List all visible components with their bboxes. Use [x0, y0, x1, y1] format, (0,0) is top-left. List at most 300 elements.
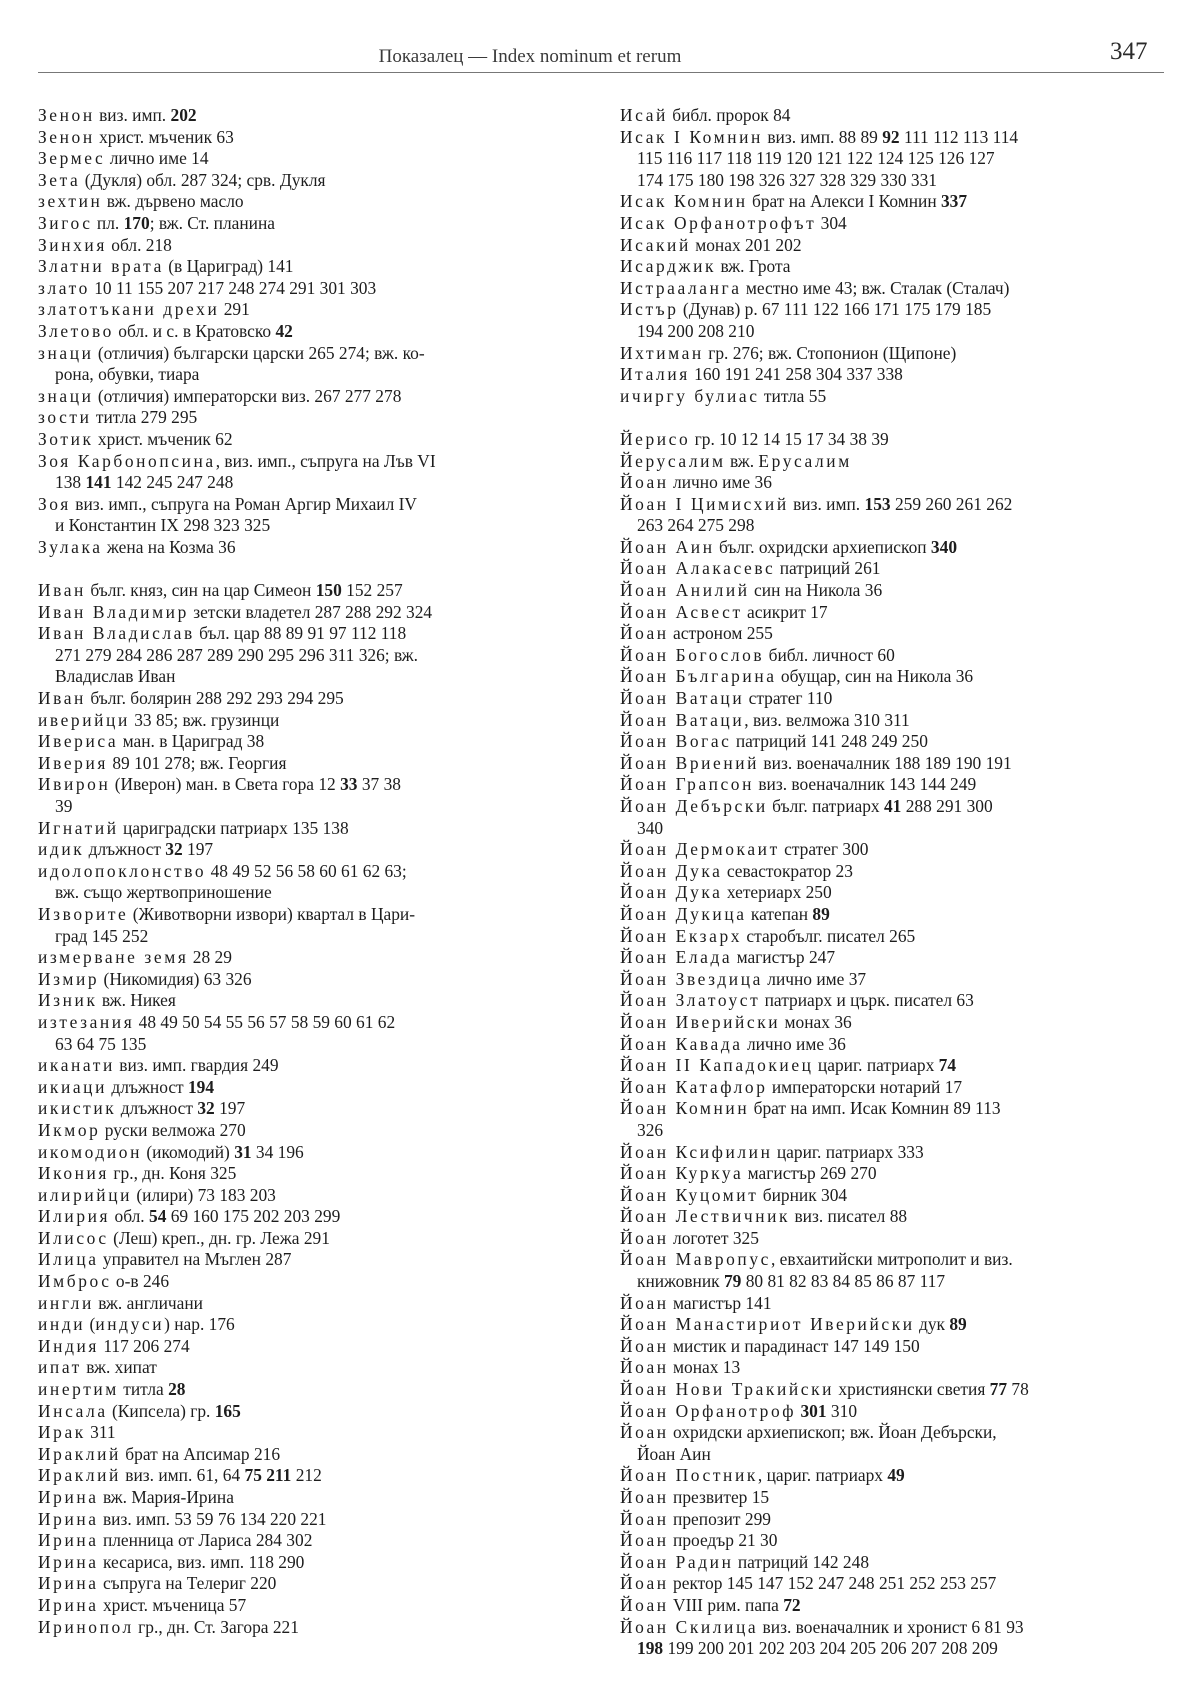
- entry-text: обл. 218: [106, 234, 172, 255]
- main-reference-number: 141: [85, 472, 112, 493]
- main-reference-number: 198: [637, 1638, 664, 1659]
- entry-headword: Йоан Кавада: [620, 1033, 743, 1054]
- entry-text: патриций 141 248 249 250: [731, 731, 928, 752]
- entry-headword: Изник: [38, 990, 98, 1011]
- entry-text: 138: [55, 472, 86, 493]
- entry-text: астроном 255: [668, 623, 773, 644]
- entry-headword: Зигос: [38, 212, 93, 233]
- entry-headword: Икония: [38, 1163, 110, 1184]
- index-entry: [620, 1055, 1200, 1077]
- entry-line: [38, 774, 618, 796]
- index-entry: [620, 580, 1200, 602]
- index-entry: [620, 990, 1200, 1012]
- index-entry: [38, 537, 618, 559]
- entry-headword: Ирина: [38, 1594, 99, 1615]
- main-reference-number: 33: [340, 774, 358, 795]
- entry-headword: Илирия: [38, 1206, 111, 1227]
- entry-continuation-line: [620, 1444, 1200, 1466]
- entry-line: [620, 1249, 1200, 1271]
- entry-headword: Злетово: [38, 320, 114, 341]
- entry-text: 194 200 208 210: [637, 320, 755, 341]
- entry-headword: знаци: [38, 342, 94, 363]
- main-reference-number: 150: [315, 580, 342, 601]
- entry-line: [620, 1422, 1200, 1444]
- entry-headword: идик: [38, 839, 85, 860]
- entry-headword: Исакий: [620, 234, 691, 255]
- entry-text: виз. имп.: [788, 493, 865, 514]
- entry-line: [38, 407, 618, 429]
- entry-headword: Йоан Грапсон: [620, 774, 754, 795]
- entry-line: [38, 947, 618, 969]
- index-entry: [620, 1098, 1200, 1141]
- main-reference-number: 74: [938, 1055, 957, 1076]
- index-entry: [620, 278, 1200, 300]
- entry-line: [38, 105, 618, 127]
- main-reference-number: 202: [170, 105, 197, 125]
- entry-line: [620, 882, 1200, 904]
- index-column-right: [620, 105, 1200, 1660]
- entry-headword: Исак Комнин: [620, 191, 748, 212]
- entry-headword: Италия: [620, 364, 690, 385]
- entry-headword: икомодион: [38, 1141, 142, 1162]
- entry-line: [38, 1444, 618, 1466]
- entry-line: [38, 451, 618, 473]
- entry-line: [620, 299, 1200, 321]
- entry-line: [38, 1163, 618, 1185]
- entry-text: 199 200 201 202 203 204 205 206 207 208 209: [663, 1638, 998, 1659]
- entry-line: [38, 969, 618, 991]
- entry-headword: Ирина: [38, 1487, 99, 1507]
- entry-line: [620, 1314, 1200, 1336]
- entry-line: [38, 1487, 618, 1509]
- entry-text: препозит 299: [668, 1508, 771, 1529]
- entry-line: [620, 1379, 1200, 1401]
- entry-line: [620, 472, 1200, 494]
- entry-text: 288 291 300: [901, 796, 993, 816]
- entry-line: [38, 731, 618, 753]
- entry-text: ; вж. Ст. планина: [149, 212, 276, 233]
- entry-text: виз. военачалник 188 189 190 191: [759, 752, 1012, 773]
- entry-text: жена на Козма 36: [102, 536, 236, 557]
- entry-line: [38, 127, 618, 149]
- entry-line: [38, 1530, 618, 1552]
- entry-text: гр., дн. Ст. Загора 221: [133, 1616, 299, 1637]
- main-reference-number: 41: [883, 796, 902, 816]
- entry-line: [38, 1379, 618, 1401]
- entry-text: севастократор 23: [722, 860, 853, 881]
- entry-text: длъжност: [116, 1098, 198, 1119]
- entry-line: [620, 1206, 1200, 1228]
- entry-line: [38, 256, 618, 278]
- entry-line: [38, 299, 618, 321]
- index-entry: [620, 796, 1200, 839]
- entry-text: обл. и с. в Кратовско: [113, 320, 276, 341]
- entry-line: [38, 753, 618, 775]
- entry-text: о-в 246: [111, 1271, 170, 1292]
- index-entry: [620, 1185, 1200, 1207]
- entry-text: лично име 36: [742, 1033, 846, 1054]
- index-entry: [38, 278, 618, 300]
- entry-line: [620, 537, 1200, 559]
- entry-text: цариг. патриарх 333: [772, 1141, 924, 1162]
- main-reference-number: 79: [723, 1271, 742, 1292]
- index-entry: [620, 213, 1200, 235]
- entry-headword: златотъкани дрехи: [38, 299, 220, 320]
- entry-line: [38, 386, 618, 408]
- entry-headword: ипат: [38, 1357, 82, 1378]
- entry-text: виз. военачалник 143 144 249: [754, 774, 977, 795]
- entry-headword: Йоан Дука: [620, 860, 723, 881]
- index-entry: [620, 839, 1200, 861]
- index-entry: [38, 1163, 618, 1185]
- entry-line: [620, 666, 1200, 688]
- entry-headword: Йерусалим: [620, 450, 726, 471]
- index-entry: [38, 1530, 618, 1552]
- entry-line: [620, 105, 1200, 127]
- entry-text: логотет 325: [668, 1227, 759, 1248]
- main-reference-number: 72: [783, 1594, 801, 1615]
- entry-headword: идолопоклонство: [38, 860, 207, 881]
- page-number: 347: [1110, 38, 1148, 65]
- entry-text: 39: [55, 796, 73, 816]
- entry-line: [620, 796, 1200, 818]
- entry-text: хетериарх 250: [722, 882, 832, 903]
- index-entry: [38, 969, 618, 991]
- index-entry: [620, 710, 1200, 732]
- entry-text: христ. мъченик 63: [94, 126, 234, 147]
- entry-text: 89 101 278; вж. Георгия: [108, 752, 287, 773]
- entry-headword: Иван Владислав: [38, 623, 195, 644]
- entry-headword: икистик: [38, 1098, 117, 1119]
- entry-headword: изтезания: [38, 1011, 135, 1032]
- entry-text: библ. пророк 84: [667, 105, 791, 125]
- entry-line: [38, 1206, 618, 1228]
- entry-text: виз. имп. 88 89: [762, 126, 883, 147]
- entry-text: виз. военачалник и хронист 6 81 93: [758, 1616, 1024, 1637]
- entry-text: библ. личност 60: [764, 644, 895, 665]
- entry-headword: Йоан Екзарх: [620, 925, 743, 946]
- entry-headword: Йоан Иверийски: [620, 1011, 781, 1032]
- entry-headword: ингли: [38, 1292, 94, 1313]
- entry-text: бълг. охридски архиепископ: [714, 536, 931, 557]
- main-reference-number: 42: [275, 320, 293, 341]
- entry-text: местно име 43; вж. Сталак (Сталач): [741, 277, 1010, 298]
- entry-text: 212: [291, 1465, 322, 1486]
- entry-continuation-line: [620, 818, 1200, 840]
- entry-continuation-line: [620, 321, 1200, 343]
- entry-line: [38, 710, 618, 732]
- entry-line: [620, 861, 1200, 883]
- entry-line: [620, 753, 1200, 775]
- entry-text: 311: [85, 1422, 116, 1443]
- entry-text: христ. мъченица 57: [98, 1594, 247, 1615]
- index-entry: [38, 494, 618, 537]
- index-entry: [620, 602, 1200, 624]
- entry-headword: Йоан Аин: [620, 536, 715, 557]
- entry-text: стратег 110: [744, 688, 833, 709]
- entry-line: [38, 688, 618, 710]
- entry-headword: Ирина: [38, 1508, 99, 1529]
- entry-headword: Илица: [38, 1249, 99, 1270]
- entry-line: [620, 1336, 1200, 1358]
- entry-continuation-line: [38, 1034, 618, 1056]
- main-reference-number: 77: [989, 1379, 1008, 1400]
- entry-text: 28 29: [188, 947, 232, 968]
- entry-text: 10 11 155 207 217 248 274 291 301 303: [89, 277, 377, 298]
- index-entry: [38, 1314, 618, 1336]
- entry-text: 310: [826, 1400, 858, 1421]
- index-entry: [38, 1509, 618, 1531]
- index-entry: [620, 537, 1200, 559]
- index-entry: [620, 299, 1200, 342]
- entry-headword: Йоан Ватаци: [620, 709, 745, 730]
- entry-line: [620, 191, 1200, 213]
- entry-line: [38, 990, 618, 1012]
- entry-headword: Икмор: [38, 1119, 101, 1140]
- entry-line: [38, 1142, 618, 1164]
- entry-headword: Исак I Комнин: [620, 126, 763, 147]
- entry-headword: Зенон: [38, 105, 95, 125]
- entry-text: вж. Никея: [97, 990, 176, 1011]
- index-entry: [620, 1336, 1200, 1358]
- entry-headword: Истрааланга: [620, 277, 742, 298]
- entry-headword: Йоан: [620, 623, 669, 644]
- entry-text: (отличия) български царски 265 274; вж. ко-: [93, 342, 425, 363]
- main-reference-number: 54: [149, 1206, 167, 1227]
- entry-headword: Йоан: [620, 1530, 669, 1551]
- entry-line: [620, 645, 1200, 667]
- entry-line: [620, 710, 1200, 732]
- index-entry: [620, 1530, 1200, 1552]
- entry-headword: ичиргу булиас: [620, 385, 760, 406]
- index-entry: [620, 558, 1200, 580]
- entry-continuation-line: [38, 472, 618, 494]
- entry-line: [38, 213, 618, 235]
- entry-text: (Дунав) р. 67 111 122 166 171 175 179 185: [678, 299, 992, 320]
- index-entry: [38, 235, 618, 257]
- entry-headword: Ирина: [38, 1551, 99, 1572]
- entry-text: виз. имп. гвардия 249: [114, 1055, 279, 1076]
- entry-line: [38, 235, 618, 257]
- main-reference-number: 75 211: [244, 1465, 292, 1486]
- entry-headword: Ивирон: [38, 774, 111, 795]
- index-entry: [38, 1142, 618, 1164]
- index-entry: [620, 1465, 1200, 1487]
- entry-headword: Зинхия: [38, 234, 107, 255]
- entry-line: [620, 969, 1200, 991]
- entry-text: 111 112 113 114: [899, 126, 1019, 147]
- entry-text: виз. имп. 53 59 76 134 220 221: [98, 1508, 327, 1529]
- entry-text: Владислав Иван: [55, 666, 176, 687]
- index-entry: [620, 645, 1200, 667]
- index-entry: [620, 1573, 1200, 1595]
- entry-headword: Йоан: [620, 1357, 669, 1378]
- entry-text: мистик и парадинаст 147 149 150: [668, 1335, 920, 1356]
- entry-line: [38, 321, 618, 343]
- entry-text: 263 264 275 298: [637, 515, 755, 536]
- entry-text: вж. хипат: [81, 1357, 157, 1378]
- entry-text: патриций 261: [775, 558, 881, 579]
- entry-text: (илири) 73 183 203: [132, 1184, 276, 1205]
- entry-headword: Йоан Елада: [620, 947, 733, 968]
- entry-text: проедър 21 30: [668, 1530, 778, 1551]
- entry-headword: злато: [38, 277, 90, 298]
- entry-text: (отличия) императорски виз. 267 277 278: [93, 385, 402, 406]
- entry-line: [38, 1185, 618, 1207]
- entry-line: [620, 580, 1200, 602]
- entry-line: [38, 1012, 618, 1034]
- entry-continuation-line: [38, 364, 618, 386]
- entry-text: християнски светия: [834, 1379, 990, 1400]
- entry-headword: Зотик: [38, 428, 94, 449]
- entry-text: брат на имп. Исак Комнин 89 113: [749, 1098, 1001, 1119]
- index-entry: [38, 1465, 618, 1487]
- entry-line: [620, 774, 1200, 796]
- entry-headword: индуси: [95, 1314, 165, 1335]
- index-entry: [38, 818, 618, 840]
- entry-line: [620, 213, 1200, 235]
- entry-text: императорски нотарий 17: [767, 1076, 963, 1097]
- entry-text: ) нар. 176: [164, 1314, 235, 1335]
- header-rule: [38, 72, 1164, 73]
- entry-headword: Йоан Звездица: [620, 968, 763, 989]
- index-entry: [620, 1206, 1200, 1228]
- entry-text: длъжност: [84, 839, 166, 860]
- entry-headword: Йоан Дукица: [620, 903, 747, 924]
- entry-line: [38, 623, 618, 645]
- index-entry: [620, 1228, 1200, 1250]
- entry-text: (в Цариград) 141: [163, 256, 294, 277]
- entry-headword: Йоан Орфанотроф: [620, 1400, 797, 1421]
- entry-line: [620, 990, 1200, 1012]
- entry-line: [620, 688, 1200, 710]
- index-entry: [38, 1336, 618, 1358]
- entry-text: бълг. патриарх: [767, 796, 884, 816]
- entry-headword: Илисос: [38, 1227, 109, 1248]
- index-entry: [38, 1185, 618, 1207]
- entry-headword: Зенон: [38, 126, 95, 147]
- entry-continuation-line: [38, 515, 618, 537]
- entry-line: [38, 429, 618, 451]
- entry-headword: Йоан Мавропус: [620, 1249, 771, 1270]
- index-entry: [38, 1206, 618, 1228]
- index-entry: [38, 1293, 618, 1315]
- entry-text: и Константин IX 298 323 325: [55, 515, 271, 536]
- entry-text: презвитер 15: [668, 1487, 770, 1507]
- entry-headword: Йоан Постник: [620, 1465, 758, 1486]
- index-entry: [620, 1293, 1200, 1315]
- index-entry: [38, 386, 618, 408]
- index-entry: [38, 731, 618, 753]
- entry-text: вж. Грота: [716, 256, 791, 277]
- entry-text: монах 13: [668, 1357, 741, 1378]
- entry-text: (Леш) креп., дн. гр. Лежа 291: [108, 1227, 330, 1248]
- entry-text: пл.: [92, 212, 124, 233]
- entry-headword: Йоан Асвест: [620, 601, 743, 622]
- index-entry: [620, 364, 1200, 386]
- index-entry: [38, 1055, 618, 1077]
- entry-headword: Ерусалим: [758, 450, 852, 471]
- entry-text: (: [85, 1314, 96, 1335]
- entry-line: [38, 1293, 618, 1315]
- entry-text: монах 36: [780, 1011, 852, 1032]
- index-entry: [38, 904, 618, 947]
- entry-headword: Йоан: [620, 1227, 669, 1248]
- entry-text: , цариг. патриарх: [757, 1465, 888, 1486]
- index-entry: [38, 429, 618, 451]
- index-entry: [620, 1314, 1200, 1336]
- index-entry: [38, 213, 618, 235]
- letter-section-gap: [38, 558, 618, 580]
- entry-headword: зехтин: [38, 191, 103, 212]
- entry-text: 340: [637, 817, 664, 838]
- entry-line: [620, 1357, 1200, 1379]
- entry-headword: Индия: [38, 1335, 100, 1356]
- entry-text: 259 260 261 262: [890, 493, 1013, 514]
- entry-line: [620, 1509, 1200, 1531]
- index-entry: [620, 1034, 1200, 1056]
- index-entry: [620, 1552, 1200, 1574]
- main-reference-number: 28: [168, 1379, 186, 1400]
- index-entry: [38, 688, 618, 710]
- index-entry: [620, 947, 1200, 969]
- main-reference-number: 337: [940, 191, 968, 212]
- entry-line: [620, 926, 1200, 948]
- index-entry: [620, 1077, 1200, 1099]
- entry-text: , виз. имп., съпруга на Лъв VI: [215, 450, 436, 471]
- index-entry: [38, 299, 618, 321]
- index-entry: [38, 990, 618, 1012]
- index-entry: [38, 1379, 618, 1401]
- index-entry: [38, 753, 618, 775]
- main-reference-number: 32: [197, 1098, 215, 1119]
- entry-headword: Йоан II Кападокиец: [620, 1055, 814, 1076]
- index-entry: [620, 127, 1200, 192]
- entry-line: [38, 1336, 618, 1358]
- entry-headword: Йоан: [620, 1573, 669, 1594]
- entry-headword: Зулака: [38, 536, 103, 557]
- entry-text: , виз. велможа 310 311: [744, 709, 910, 730]
- index-entry: [38, 321, 618, 343]
- entry-text: (Никомидия) 63 326: [99, 968, 252, 989]
- entry-text: рона, обувки, тиара: [55, 364, 200, 385]
- entry-text: (Иверон) ман. в Света гора 12: [110, 774, 341, 795]
- entry-headword: Имброс: [38, 1271, 112, 1292]
- entry-line: [620, 1552, 1200, 1574]
- entry-line: [620, 1401, 1200, 1423]
- entry-headword: Йоан Нови Тракийски: [620, 1379, 835, 1400]
- entry-line: [620, 602, 1200, 624]
- index-entry: [620, 1379, 1200, 1401]
- entry-line: [38, 861, 618, 883]
- entry-headword: Зоя Карбонопсина: [38, 450, 216, 471]
- entry-text: цариг. патриарх: [813, 1055, 939, 1076]
- entry-line: [620, 1573, 1200, 1595]
- entry-headword: икиаци: [38, 1076, 107, 1097]
- entry-headword: Йоан Лествичник: [620, 1206, 791, 1227]
- entry-headword: Йоан Манастириот Иверийски: [620, 1314, 915, 1335]
- index-entry: [38, 580, 618, 602]
- entry-line: [620, 127, 1200, 149]
- entry-text: 304: [816, 212, 847, 233]
- entry-headword: Иринопол: [38, 1616, 134, 1637]
- entry-headword: Йоан Вриений: [620, 752, 760, 773]
- entry-text: син на Никола 36: [749, 580, 883, 601]
- index-entry: [38, 1487, 618, 1509]
- index-entry: [38, 451, 618, 494]
- entry-headword: Йерисо: [620, 428, 691, 449]
- entry-headword: Йоан Ватаци: [620, 688, 745, 709]
